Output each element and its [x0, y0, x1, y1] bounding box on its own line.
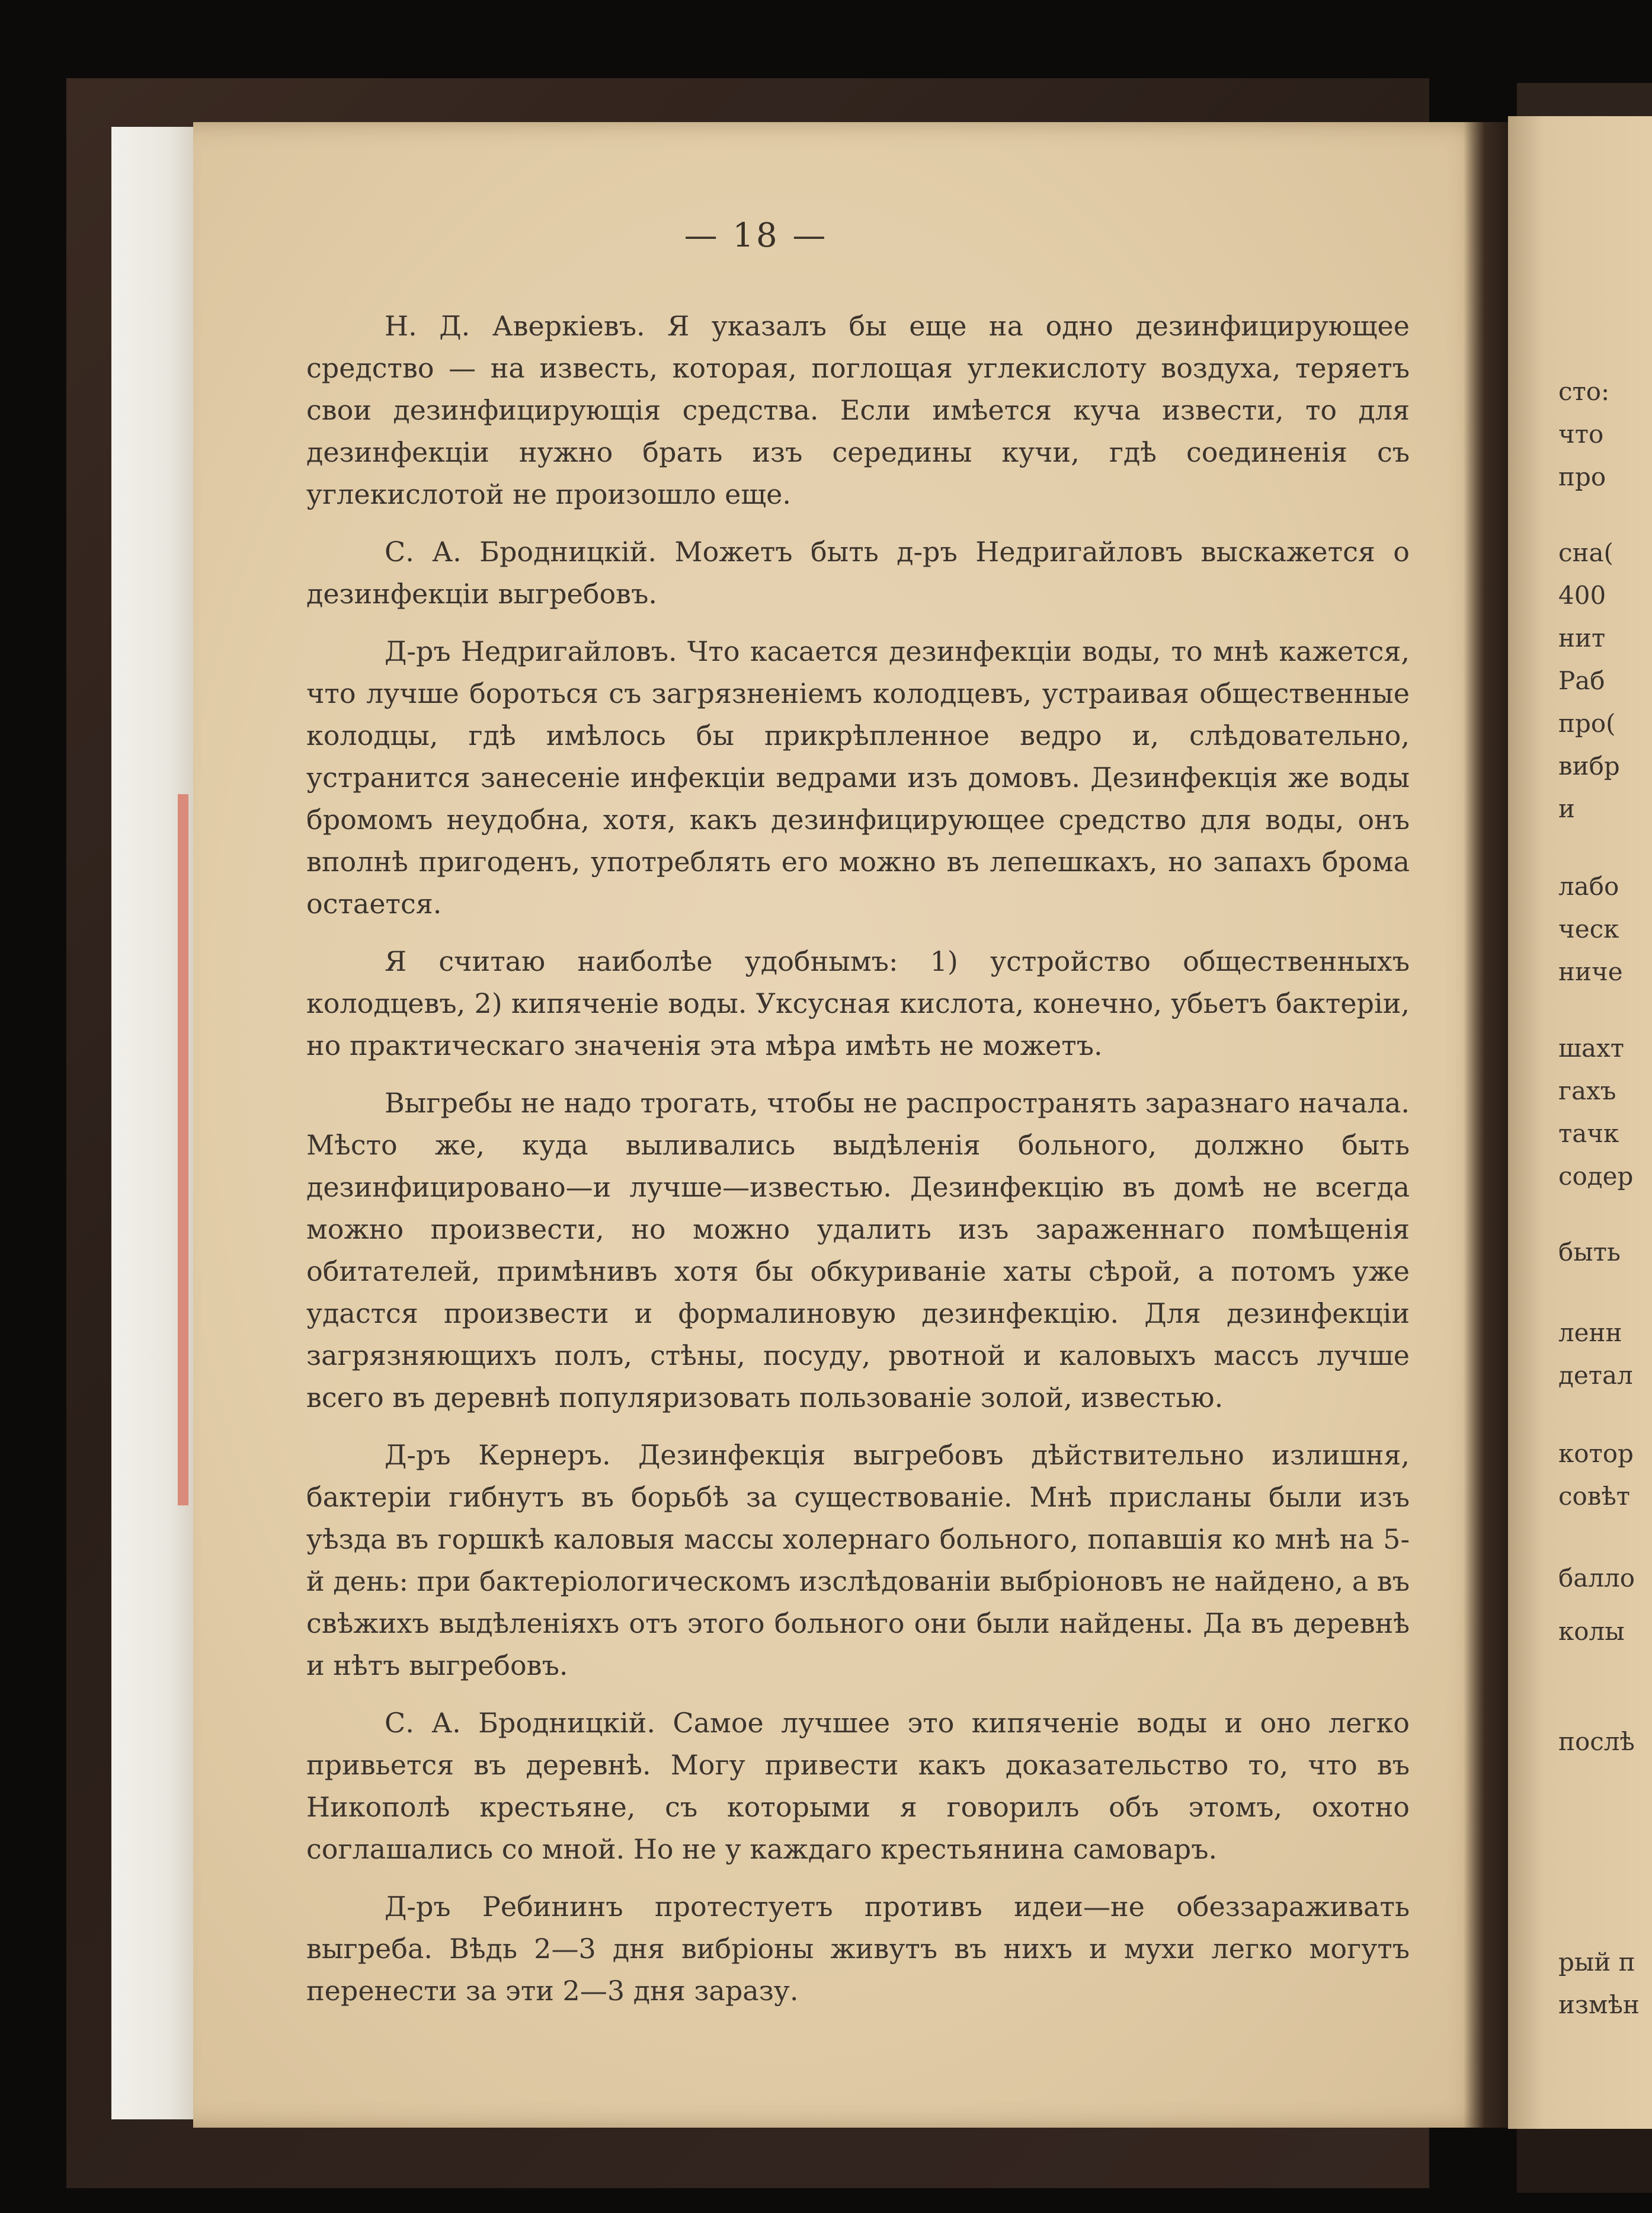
right-page-fragment: и: [1558, 794, 1575, 823]
right-page-fragment: сна(: [1558, 538, 1613, 567]
page-text: [306, 305, 1410, 2027]
right-page-fragment: что: [1558, 420, 1604, 449]
right-page-fragment: шахт: [1558, 1034, 1625, 1063]
paragraph: С. А. Бродницкій. Можетъ быть д-ръ Недригайловъ выскажется о дезинфекціи выгребовъ.: [306, 536, 1410, 610]
right-page-fragment: вибр: [1558, 751, 1620, 781]
right-page-fragment: тачк: [1558, 1119, 1619, 1148]
paragraph: Я считаю наиболѣе удобнымъ: 1) устройство общественныхъ колодцевъ, 2) кипяченіе воды. Уксусная кислота, конечно, убьетъ бактеріи, но практическаго значенія эта мѣра имѣть не можетъ.: [306, 945, 1410, 1061]
paragraph: Д-ръ Недригайловъ. Что касается дезинфекціи воды, то мнѣ кажется, что лучше бороться съ загрязненіемъ колодцевъ, устраивая общественные колодцы, гдѣ имѣлось бы прикрѣпленное ведро и, слѣдовательно, устранится занесеніе инфекціи ведрами изъ домовъ. Дезинфекція же воды бромомъ неудобна, хотя, какъ дезинфицирующее средство для воды, онъ вполнѣ пригоденъ, употреблять его можно въ лепешкахъ, но запахъ брома остается.: [306, 635, 1410, 920]
paragraph: Д-ръ Ребининъ протестуетъ противъ идеи—не обеззараживать выгреба. Вѣдь 2—3 дня вибріоны живутъ въ нихъ и мухи легко могутъ перенести за эти 2—3 дня заразу.: [306, 1891, 1410, 2007]
right-page-fragment: балло: [1558, 1563, 1635, 1592]
right-page-fragment: котор: [1558, 1439, 1634, 1468]
right-page-fragment: ческ: [1558, 914, 1619, 944]
right-page-fragment: совѣт: [1558, 1482, 1631, 1511]
right-page-fragment: послѣ: [1558, 1727, 1635, 1756]
right-page-fragment: быть: [1558, 1237, 1621, 1267]
right-page-fragment: про(: [1558, 709, 1616, 738]
right-page-fragment: сто:: [1558, 377, 1610, 406]
right-page-fragment: измѣн: [1558, 1990, 1640, 2019]
right-page-fragment: про: [1558, 462, 1606, 491]
right-page-fragment: Раб: [1558, 666, 1605, 695]
paragraph: Выгребы не надо трогать, чтобы не распространять заразнаго начала. Мѣсто же, куда выливались выдѣленія больного, должно быть дезинфицировано—и лучше—известью. Дезинфекцію въ домѣ не всегда можно произвести, но можно удалить изъ зараженнаго помѣщенія обитателей, примѣнивъ хотя бы обкуриваніе хаты сѣрой, а потомъ уже удастся произвести и формалиновую дезинфекцію. Для дезинфекціи загрязняющихъ полъ, стѣны, посуду, рвотной и каловыхъ массъ лучше всего въ деревнѣ популяризовать пользованіе золой, известью.: [306, 1087, 1410, 1413]
right-page-fragment: гахъ: [1558, 1076, 1616, 1105]
right-page-fragment: ниче: [1558, 957, 1623, 986]
paragraph: Д-ръ Кернеръ. Дезинфекція выгребовъ дѣйствительно излишня, бактеріи гибнутъ въ борьбѣ за существованіе. Мнѣ присланы были изъ уѣзда въ горшкѣ каловыя массы холернаго больного, попавшія ко мнѣ на 5-й день: при бактеріологическомъ изслѣдованіи выбріоновъ не найдено, а въ свѣжихъ выдѣленіяхъ отъ этого больного они были найдены. Да въ деревнѣ и нѣтъ выгребовъ.: [306, 1439, 1410, 1681]
right-page-fragment: колы: [1558, 1617, 1625, 1646]
page-number: — 18 —: [684, 216, 828, 255]
right-page-fragment: детал: [1558, 1361, 1633, 1390]
right-page-fragment: рый п: [1558, 1947, 1635, 1977]
paragraph: С. А. Бродницкій. Самое лучшее это кипяченіе воды и оно легко привьется въ деревнѣ. Могу привести какъ доказательство то, что въ Никополѣ крестьяне, съ которыми я говорилъ объ этомъ, охотно соглашались со мной. Но не у каждаго крестьянина самоваръ.: [306, 1707, 1410, 1865]
right-page-fragment: содер: [1558, 1162, 1634, 1191]
right-page-fragment: нит: [1558, 623, 1606, 653]
right-page-fragment: ленн: [1558, 1318, 1622, 1347]
paragraph: Н. Д. Аверкіевъ. Я указалъ бы еще на одно дезинфицирующее средство — на известь, которая, поглощая углекислоту воздуха, теряетъ свои дезинфицирующія средства. Если имѣется куча извести, то для дезинфекціи нужно брать изъ середины кучи, гдѣ соединенія съ углекислотой не произошло еще.: [306, 310, 1410, 510]
bookmark-ribbon: [178, 794, 188, 1505]
right-page-fragment: лабо: [1558, 872, 1619, 901]
right-page-fragment: 400: [1558, 581, 1606, 610]
